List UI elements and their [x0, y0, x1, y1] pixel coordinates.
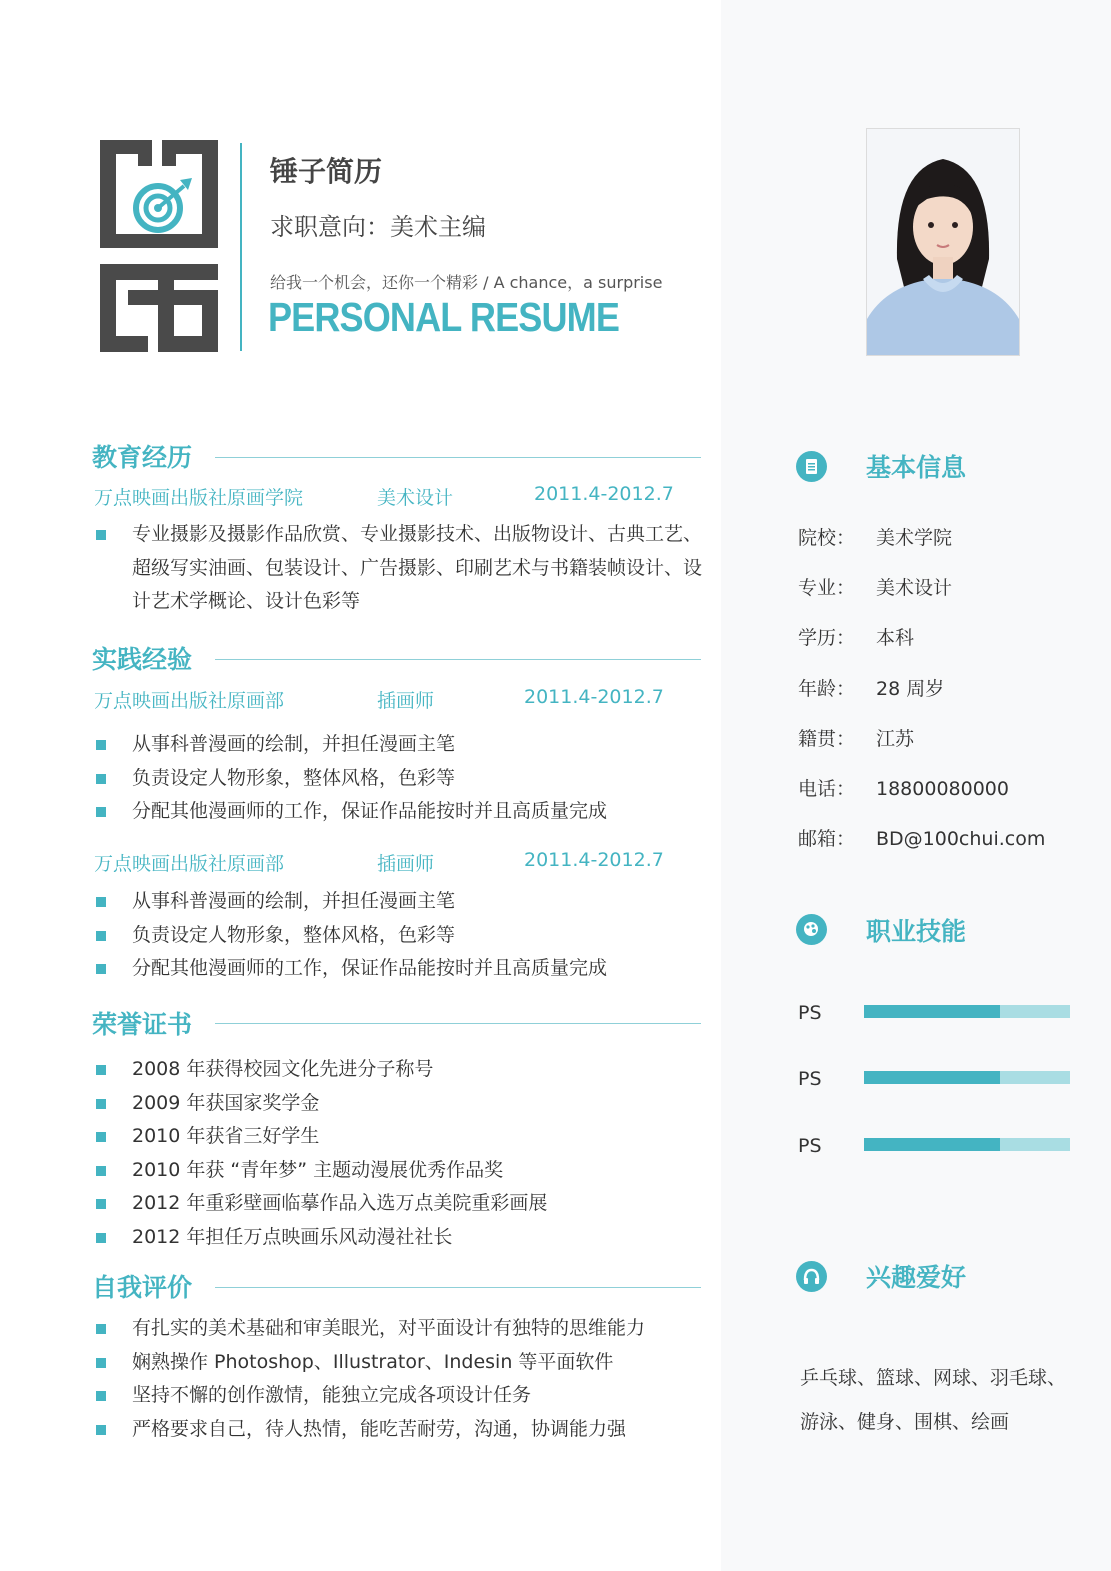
list-item: 从事科普漫画的绘制，并担任漫画主笔 [94, 728, 607, 762]
job-role: 插画师 [377, 853, 435, 875]
headphones-icon [796, 1261, 827, 1292]
info-row-age: 年龄： 28 周岁 [798, 678, 945, 700]
hobbies-text: 乒乓球、篮球、网球、羽毛球、游泳、健身、围棋、绘画 [800, 1367, 1067, 1433]
job-duties-list [94, 885, 607, 986]
list-item: 2012 年重彩壁画临摹作品入选万点美院重彩画展 [94, 1187, 547, 1221]
palette-icon [796, 914, 827, 945]
info-row-major: 专业： 美术设计 [798, 577, 953, 599]
bullet-square-icon [96, 1358, 106, 1368]
skill-bar-fill [864, 1005, 1000, 1018]
hobbies-title: 兴趣爱好 [866, 1263, 967, 1292]
bullet-square-icon [96, 964, 106, 974]
bullet-square-icon [96, 530, 106, 540]
info-row-hometown: 籍贯： 江苏 [798, 728, 915, 750]
skill-bar [864, 1138, 1070, 1151]
skill-name: PS [798, 1135, 822, 1157]
education-divider [215, 457, 701, 458]
skill-bar [864, 1005, 1070, 1018]
company-name: 万点映画出版社原画部 [94, 853, 285, 875]
list-item: 坚持不懈的创作激情，能独立完成各项设计任务 [94, 1379, 645, 1413]
info-row-phone: 电话： 18800080000 [798, 778, 1009, 800]
company-name: 万点映画出版社原画部 [94, 690, 285, 712]
skill-bar-fill [864, 1071, 1000, 1084]
bullet-square-icon [96, 1233, 106, 1243]
document-icon [796, 451, 827, 482]
self-eval-list [94, 1312, 645, 1446]
honors-divider [215, 1023, 701, 1024]
header-divider [240, 143, 242, 351]
job-period: 2011.4-2012.7 [524, 849, 664, 871]
list-item: 2008 年获得校园文化先进分子称号 [94, 1053, 547, 1087]
list-item: 分配其他漫画师的工作，保证作品能按时并且高质量完成 [94, 795, 607, 829]
practice-divider [215, 659, 701, 660]
self-eval-title: 自我评价 [92, 1273, 193, 1302]
bullet-square-icon [96, 807, 106, 817]
info-row-email: 邮箱： BD@100chui.com [798, 828, 1046, 850]
bullet-square-icon [96, 1425, 106, 1435]
skill-name: PS [798, 1068, 822, 1090]
education-period: 2011.4-2012.7 [534, 483, 674, 505]
list-item: 负责设定人物形象，整体风格，色彩等 [94, 919, 607, 953]
major-name: 美术设计 [377, 487, 454, 509]
education-description: 专业摄影及摄影作品欣赏、专业摄影技术、出版物设计、古典工艺、超级写实油画、包装设计、广告摄影、印刷艺术与书籍装帧设计、设计艺术学概论、设计色彩等 [94, 518, 707, 619]
job-role: 插画师 [377, 690, 435, 712]
job-intent: 求职意向：美术主编 [270, 213, 486, 241]
practice-title: 实践经验 [92, 645, 193, 674]
candidate-name: 锤子简历 [270, 155, 383, 188]
skill-bar-fill [864, 1138, 1000, 1151]
education-title: 教育经历 [92, 443, 193, 472]
list-item: 2010 年获 “青年梦” 主题动漫展优秀作品奖 [94, 1154, 547, 1188]
bullet-square-icon [96, 931, 106, 941]
skill-name: PS [798, 1002, 822, 1024]
slogan: 给我一个机会，还你一个精彩 / A chance，a surprise [270, 273, 663, 292]
list-item: 严格要求自己，待人热情，能吃苦耐劳，沟通，协调能力强 [94, 1413, 645, 1447]
skills-title: 职业技能 [866, 917, 967, 946]
list-item: 有扎实的美术基础和审美眼光，对平面设计有独特的思维能力 [94, 1312, 645, 1346]
bullet-square-icon [96, 1391, 106, 1401]
job-period: 2011.4-2012.7 [524, 686, 664, 708]
bullet-square-icon [96, 1065, 106, 1075]
resume-title: PERSONAL RESUME [268, 294, 620, 340]
school-name: 万点映画出版社原画学院 [94, 487, 304, 509]
list-item: 分配其他漫画师的工作，保证作品能按时并且高质量完成 [94, 952, 607, 986]
bullet-square-icon [96, 1166, 106, 1176]
bullet-square-icon [96, 1099, 106, 1109]
info-row-school: 院校： 美术学院 [798, 527, 953, 549]
bullet-square-icon [96, 774, 106, 784]
bullet-square-icon [96, 1199, 106, 1209]
bullet-square-icon [96, 897, 106, 907]
list-item: 从事科普漫画的绘制，并担任漫画主笔 [94, 885, 607, 919]
list-item: 2012 年担任万点映画乐风动漫社社长 [94, 1221, 547, 1255]
honors-list [94, 1053, 547, 1254]
bullet-square-icon [96, 1132, 106, 1142]
basic-info-title: 基本信息 [866, 453, 967, 482]
info-row-degree: 学历： 本科 [798, 627, 915, 649]
job-duties-list [94, 728, 607, 829]
skill-bar [864, 1071, 1070, 1084]
bullet-square-icon [96, 740, 106, 750]
target-icon [136, 178, 192, 230]
self-eval-divider [215, 1287, 701, 1288]
honors-title: 荣誉证书 [92, 1010, 193, 1039]
list-item: 2010 年获省三好学生 [94, 1120, 547, 1154]
list-item: 2009 年获国家奖学金 [94, 1087, 547, 1121]
profile-photo [866, 128, 1020, 356]
list-item: 娴熟操作 Photoshop、Illustrator、Indesin 等平面软件 [94, 1346, 645, 1380]
resume-logo [98, 140, 218, 355]
bullet-square-icon [96, 1324, 106, 1334]
list-item: 负责设定人物形象，整体风格，色彩等 [94, 762, 607, 796]
